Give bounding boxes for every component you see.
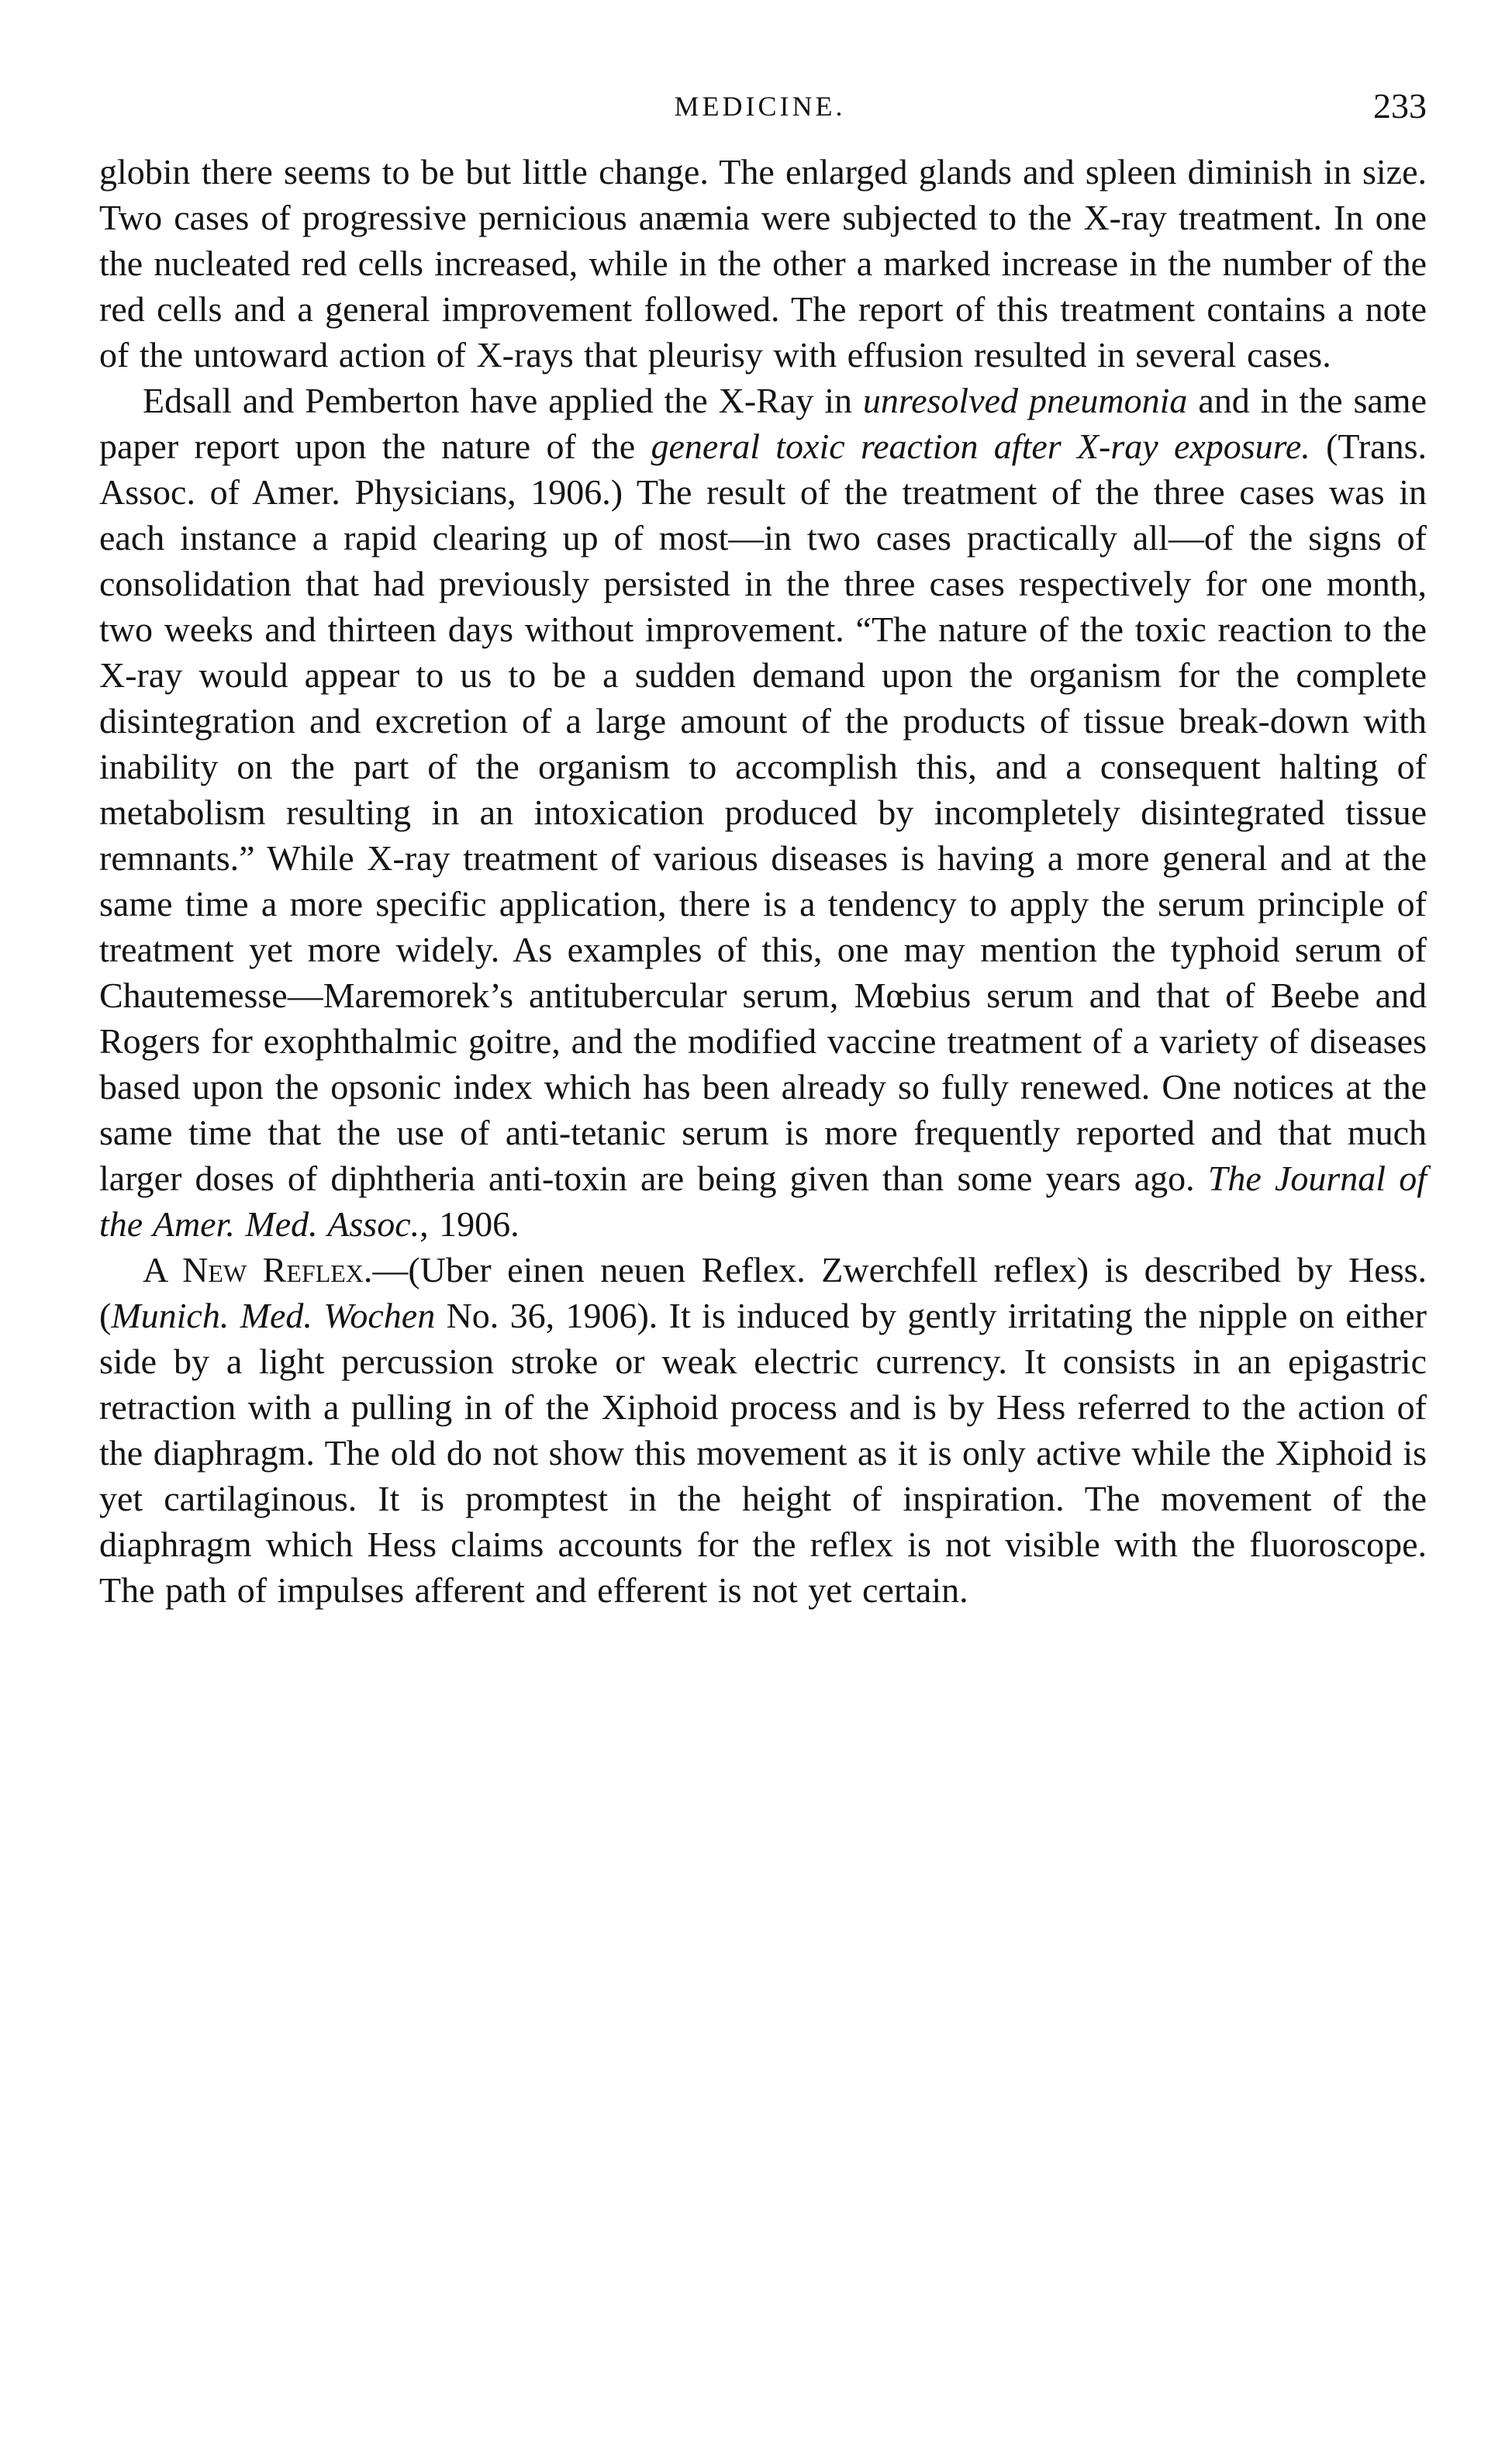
text-segment: , 1906. [419,1204,520,1244]
text-segment: Edsall and Pemberton have applied the X-Ray in [143,381,863,420]
text-segment: —(Uber einen neuen Reflex. Zwerchfell reflex) is described by Hess. ( [99,1250,1427,1335]
page-number: 233 [1373,86,1427,126]
running-head: MEDICINE. [674,91,846,122]
text-segment: No. 36, 1906). It is induced by gently irritating the nipple on either side by a light percussion stroke or weak electric currency. It consists in an epigastric retraction with a pulling in of the Xiphoid process and is by Hess referred to the action of the diaphragm. The old do not show this movement as it is only active while the Xiphoid is yet cartilaginous. It is promptest in the height of inspiration. The movement of the diaphragm which Hess claims accounts for the reflex is not visible with the fluoroscope. The path of impulses afferent and efferent is not yet certain. [99,1296,1427,1610]
text-segment: and in the same paper report upon the nature of the [99,381,1427,466]
text-segment: globin there seems to be but little change. The enlarged glands and spleen diminish in size. Two cases of progressive pernicious anæmia were subjected to the X-ray treatment. In one the nucleated red cells increased, while in the other a marked increase in the number of the red cells and a general improvement followed. The report of this treatment contains a note of the untoward action of X-rays that pleurisy with effusion resulted in several cases. [99,152,1427,375]
page-header [93,86,1427,136]
paragraph-new-reflex [99,1247,1427,1613]
paragraph-globin [99,149,1427,378]
italic-segment: general toxic reaction after X-ray exposure. [651,426,1310,466]
journal-citation: Munich. Med. Wochen [111,1296,436,1335]
text-segment: (Trans. Assoc. of Amer. Physicians, 1906.) The result of the treatment of the three cases was in each instance a rapid clearing up of most—in two cases practically all—of the signs of consolidation that had previously persisted in the three cases respectively for one month, two weeks and thirteen days without improvement. “The nature of the toxic reaction to the X-ray would appear to us to be a sudden demand upon the organism for the complete disintegration and excretion of a large amount of the products of tissue break-down with inability on the part of the organism to accomplish this, and a consequent halting of metabolism resulting in an intoxication produced by incompletely disintegrated tissue remnants.” While X-ray treatment of various diseases is having a more general and at the same time a more specific application, there is a tendency to apply the serum principle of treatment yet more widely. As examples of this, one may mention the typhoid serum of Chautemesse—Maremorek’s antitubercular serum, Mœbius serum and that of Beebe and Rogers for exophthalmic goitre, and the modified vaccine treatment of a variety of diseases based upon the opsonic index which has been already so fully renewed. One notices at the same time that the use of anti-tetanic serum is more frequently reported and that much larger doses of diphtheria anti-toxin are being given than some years ago. [99,426,1427,1198]
section-heading: A New Reflex. [143,1250,373,1290]
body-text [99,149,1427,1613]
journal-citation: The Journal of the Amer. Med. Assoc. [99,1159,1427,1244]
italic-segment: unresolved pneumonia [862,381,1188,420]
paragraph-edsall-pemberton [99,378,1427,1247]
